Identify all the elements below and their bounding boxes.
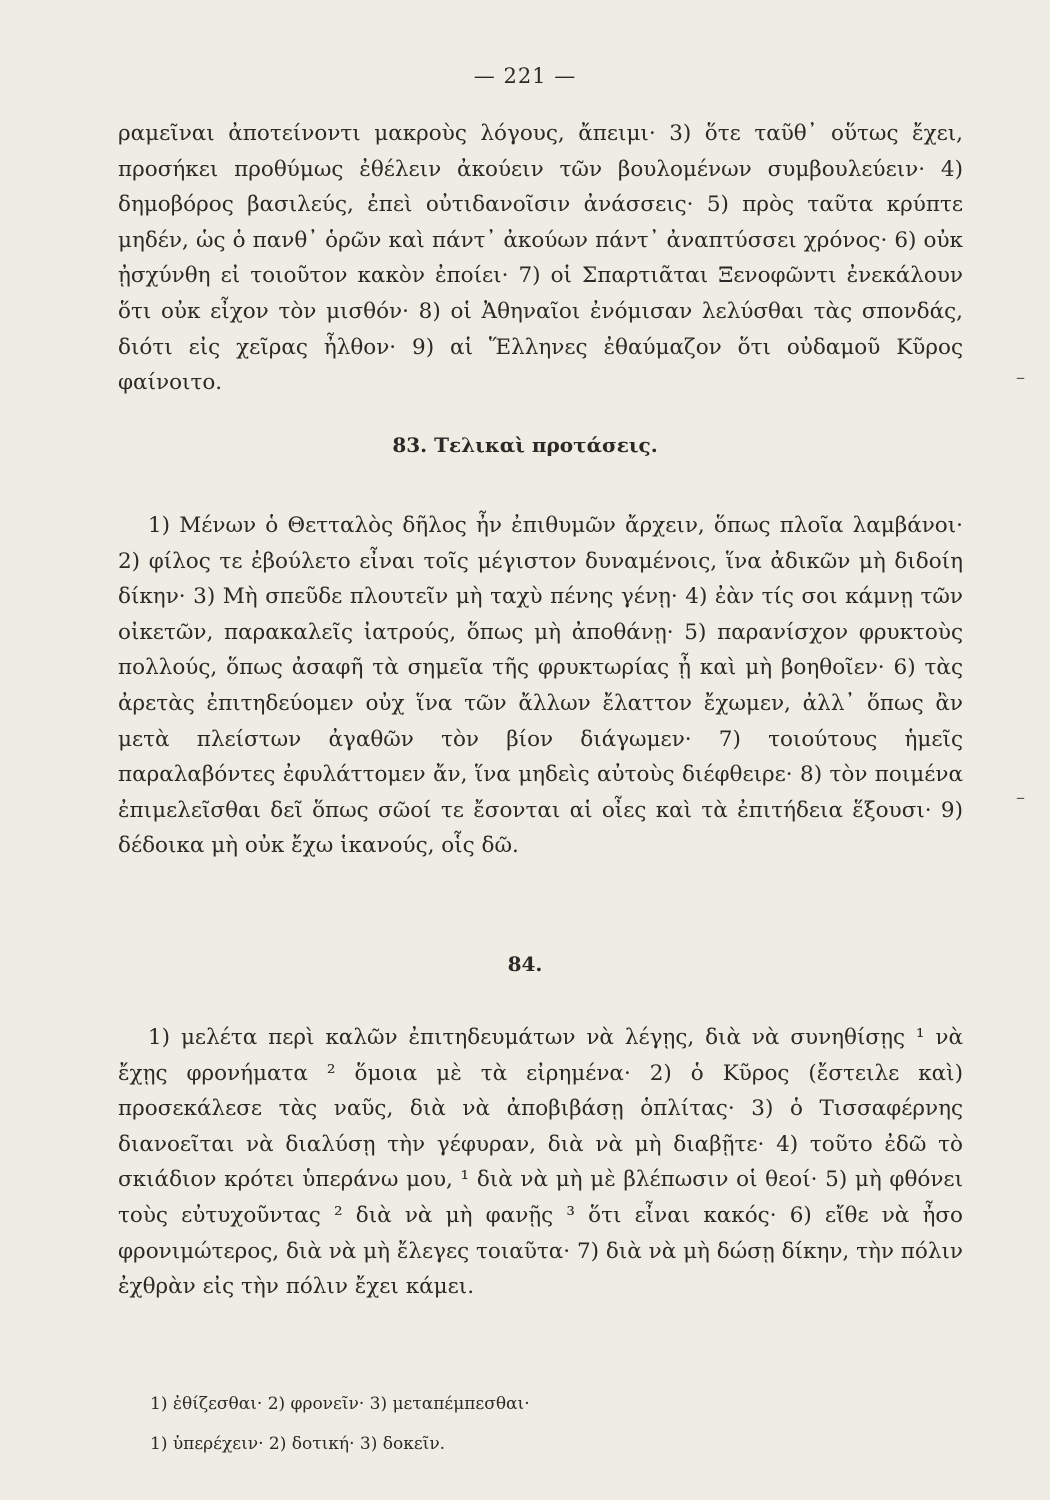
section-83-body bbox=[118, 508, 963, 864]
section-84-text: 1) μελέτα περὶ καλῶν ἐπιτηδευμάτων νὰ λέγῃς, διὰ νὰ συνηθίσῃς ¹ νὰ ἔχῃς φρονήματα ² ὅμοια μὲ τὰ εἰρημένα· 2) ὁ Κῦρος (ἔστειλε καὶ) προσεκάλεσε τὰς ναῦς, διὰ νὰ ἀποβιβάσῃ ὁπλίτας· 3) ὁ Τισσαφέρνης διανοεῖται νὰ διαλύσῃ τὴν γέφυραν, διὰ νὰ μὴ διαβῇτε· 4) τοῦτο ἐδῶ τὸ σκιάδιον κρότει ὑπεράνω μου, ¹ διὰ νὰ μὴ μὲ βλέπωσιν οἱ θεοί· 5) μὴ φθόνει τοὺς εὐτυχοῦντας ² διὰ νὰ μὴ φανῇς ³ ὅτι εἶναι κακός· 6) εἴθε νὰ ἦσο φρονιμώτερος, διὰ νὰ μὴ ἔλεγες τοιαῦτα· 7) διὰ νὰ μὴ δώσῃ δίκην, τὴν πόλιν ἐχθρὰν εἰς τὴν πόλιν ἔχει κάμει. bbox=[118, 1025, 963, 1300]
margin-mark: – bbox=[1016, 787, 1025, 808]
margin-mark: – bbox=[1016, 367, 1025, 388]
section-83-text: 1) Μένων ὁ Θετταλὸς δῆλος ἦν ἐπιθυμῶν ἄρχειν, ὅπως πλοῖα λαμβάνοι· 2) φίλος τε ἐβούλετο εἶναι τοῖς μέγιστον δυναμένοις, ἵνα ἀδικῶν μὴ διδοίη δίκην· 3) Μὴ σπεῦδε πλουτεῖν μὴ ταχὺ πένης γένῃ· 4) ἐὰν τίς σοι κάμνῃ τῶν οἰκετῶν, παρακαλεῖς ἰατρούς, ὅπως μὴ ἀποθάνῃ· 5) παρανίσχον φρυκτοὺς πολλούς, ὅπως ἀσαφῆ τὰ σημεῖα τῆς φρυκτωρίας ᾖ καὶ μὴ βοηθοῖεν· 6) τὰς ἀρετὰς ἐπιτηδεύομεν οὐχ ἵνα τῶν ἄλλων ἔλαττον ἔχωμεν, ἀλλ᾽ ὅπως ἂν μετὰ πλείστων ἀγαθῶν τὸν βίον διάγωμεν· 7) τοιούτους ἡμεῖς παραλαβόντες ἐφυλάττομεν ἄν, ἵνα μηδεὶς αὐτοὺς διέφθειρε· 8) τὸν ποιμένα ἐπιμελεῖσθαι δεῖ ὅπως σῶοί τε ἔσονται αἱ οἶες καὶ τὰ ἐπιτήδεια ἕξουσι· 9) δέδοικα μὴ οὐκ ἔχω ἱκανούς, οἷς δῶ. bbox=[118, 513, 963, 859]
section-83-heading: 83. Τελικαὶ προτάσεις. bbox=[392, 433, 658, 457]
footnote: 1) ὑπερέχειν· 2) δοτική· 3) δοκεῖν. bbox=[150, 1434, 446, 1454]
section-84-body bbox=[118, 1020, 963, 1305]
footnote: 1) ἐθίζεσθαι· 2) φρονεῖν· 3) μεταπέμπεσθαι· bbox=[150, 1394, 530, 1414]
section-82-tail bbox=[118, 116, 963, 401]
section-84-heading: 84. bbox=[507, 952, 543, 976]
page-number: — 221 — bbox=[473, 64, 577, 88]
section-82-text: ραμεῖναι ἀποτείνοντι μακροὺς λόγους, ἄπειμι· 3) ὅτε ταῦθ᾽ οὕτως ἔχει, προσήκει προθύμως ἐθέλειν ἀκούειν τῶν βουλομένων συμβουλεύειν· 4) δημοβόρος βασιλεύς, ἐπεὶ οὐτιδανοῖσιν ἀνάσσεις· 5) πρὸς ταῦτα κρύπτε μηδέν, ὡς ὁ πανθ᾽ ὁρῶν καὶ πάντ᾽ ἀκούων πάντ᾽ ἀναπτύσσει χρόνος· 6) οὐκ ᾐσχύνθη εἰ τοιοῦτον κακὸν ἐποίει· 7) οἱ Σπαρτιᾶται Ξενοφῶντι ἐνεκάλουν ὅτι οὐκ εἶχον τὸν μισθόν· 8) οἱ Ἀθηναῖοι ἐνόμισαν λελύσθαι τὰς σπονδάς, διότι εἰς χεῖρας ἦλθον· 9) αἱ Ἕλληνες ἐθαύμαζον ὅτι οὐδαμοῦ Κῦρος φαίνοιτο. bbox=[118, 121, 963, 396]
